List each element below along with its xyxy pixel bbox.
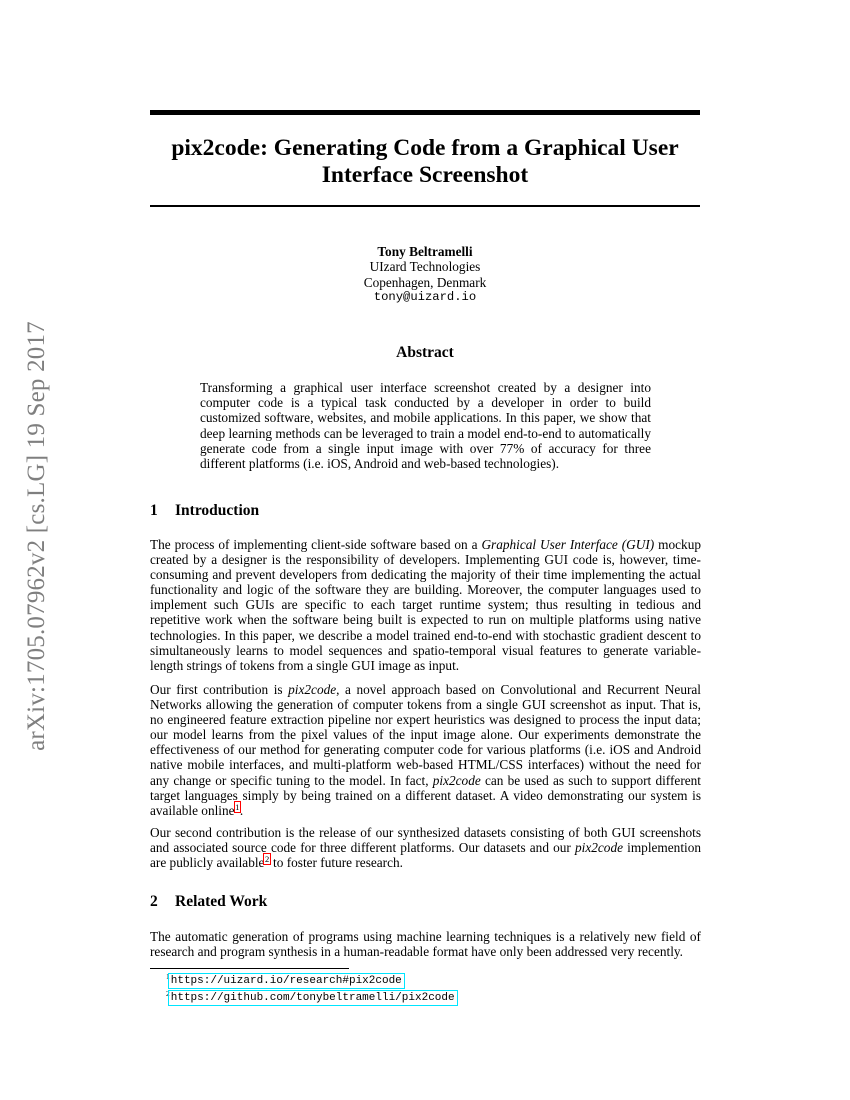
author-name: Tony Beltramelli bbox=[377, 244, 473, 259]
author-location: Copenhagen, Denmark bbox=[363, 274, 487, 290]
section-title: Related Work bbox=[175, 893, 268, 910]
footnote-rule bbox=[150, 968, 349, 969]
related-work-paragraph-1: The automatic generation of programs using machine learning techniques is a relatively new field of research and program synthesis in a human-readable format have only been addressed very recently. bbox=[150, 929, 701, 960]
gui-term: Graphical User Interface (GUI) bbox=[481, 537, 655, 552]
section-number: 2 bbox=[150, 893, 158, 910]
text-run: The process of implementing client-side software based on a bbox=[150, 537, 482, 552]
text-run: . bbox=[239, 802, 244, 818]
footnote-mark: 2 bbox=[166, 989, 170, 998]
section-title: Introduction bbox=[175, 502, 260, 519]
intro-paragraph-1 bbox=[150, 537, 701, 673]
author-block bbox=[150, 244, 700, 305]
title-line-2: Interface Screenshot bbox=[321, 162, 529, 188]
footnote-2 bbox=[166, 989, 456, 1004]
text-run: can be used as such to support different target languages simply by being trained on a different dataset. A video demonstrating our system is available online bbox=[150, 772, 701, 818]
footnote-url-link[interactable]: https://uizard.io/research#pix2code bbox=[170, 975, 402, 987]
footnote-link-1[interactable]: 1 bbox=[235, 801, 240, 812]
abstract-text: Transforming a graphical user interface screenshot created by a designer into computer code is a typical task conducted by a developer in order to build customized software, websites, and mobile applications. In this paper, we show that deep learning methods can be leveraged to train a model end-to-end to automatically generate code from a single input image with over 77% of accuracy for three different platforms (i.e. iOS, Android and web-based technologies). bbox=[200, 380, 651, 472]
title-bottom-rule bbox=[150, 205, 700, 207]
author-affiliation: UIzard Technologies bbox=[369, 259, 481, 275]
author-email[interactable]: tony@uizard.io bbox=[373, 289, 477, 304]
section-heading-introduction bbox=[150, 502, 700, 520]
intro-paragraph-2 bbox=[150, 682, 701, 818]
text-run: implemention are publicly available bbox=[150, 840, 702, 871]
pix2code-term: pix2code bbox=[575, 840, 623, 856]
section-heading-related-work bbox=[150, 893, 700, 911]
footnote-1 bbox=[166, 972, 403, 987]
paper-title bbox=[150, 135, 700, 189]
text-run: Our second contribution is the release of our synthesized datasets consisting of both GUI screenshots and associated source code for three different platforms. Our datasets and our bbox=[150, 825, 701, 856]
section-number: 1 bbox=[150, 502, 158, 519]
abstract-heading: Abstract bbox=[396, 344, 454, 361]
footnote-link-2[interactable]: 2 bbox=[264, 854, 270, 865]
pix2code-term: pix2code bbox=[432, 772, 481, 788]
text-run: mockup created by a designer is the responsibility of developers. Implementing GUI code is, however, time-consuming and prevent developers from dedicating the majority of their time implementing the actual functionality and logic of the software they are building. Moreover, the computer languages used to implement such GUIs are specific to each target runtime system; thus resulting in tedious and repetitive work when the software being built is expected to run on multiple platforms using native technologies. In this paper, we describe a model trained end-to-end with stochastic gradient descent to simultaneously learns to model sequences and spatio-temporal visual features to generate variable-length strings of tokens from a single GUI image as input. bbox=[150, 537, 701, 673]
intro-paragraph-3 bbox=[150, 825, 701, 870]
text-run: , a novel approach based on Convolutional and Recurrent Neural Networks allowing the generation of computer tokens from a single GUI screenshot as input. That is, no engineered feature extraction pipeline nor expert heuristics was designed to process the input data; our model learns from the pixel values of the input image alone. Our experiments demonstrate the effectiveness of our method for generating computer code for various platforms (i.e. iOS and Android native mobile interfaces, and multi-platform web-based HTML/CSS interfaces) without the need for any change or specific tuning to the model. In fact, bbox=[150, 682, 702, 788]
text-run: Our first contribution is bbox=[150, 682, 289, 697]
text-run: to foster future research. bbox=[269, 855, 403, 871]
title-top-rule bbox=[150, 110, 700, 115]
footnote-mark: 1 bbox=[166, 972, 170, 981]
footnote-url-link[interactable]: https://github.com/tonybeltramelli/pix2code bbox=[170, 992, 455, 1004]
pix2code-term: pix2code bbox=[288, 682, 337, 697]
title-line-1: pix2code: Generating Code from a Graphical User bbox=[171, 135, 679, 161]
arxiv-identifier-stamp: arXiv:1705.07962v2 [cs.LG] 19 Sep 2017 bbox=[23, 321, 50, 751]
